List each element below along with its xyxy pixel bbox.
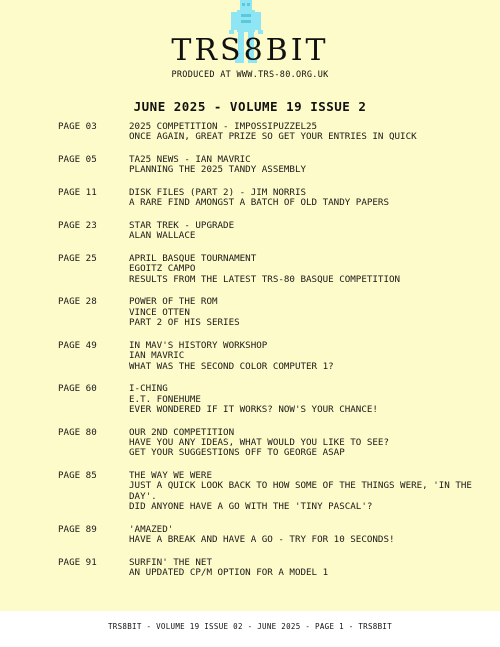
toc-page-number: PAGE 60 — [58, 383, 97, 395]
toc-entry — [58, 525, 488, 546]
toc-article-title: SURFIN' THE NET — [129, 556, 212, 568]
toc-article-detail: WHAT WAS THE SECOND COLOR COMPUTER 1? — [129, 360, 334, 372]
toc-description — [129, 558, 488, 579]
toc-page-number: PAGE 03 — [58, 121, 97, 132]
toc-entry — [58, 221, 488, 242]
toc-entry — [58, 341, 488, 372]
toc-article-title: OUR 2ND COMPETITION — [129, 426, 235, 438]
toc-entry — [58, 428, 488, 459]
toc-page-number: PAGE 11 — [58, 187, 97, 198]
toc-article-detail: EVER WONDERED IF IT WORKS? NOW'S YOUR CHANCE! — [129, 404, 378, 416]
toc-page-number: PAGE 49 — [58, 339, 97, 351]
toc-description — [129, 221, 488, 242]
toc-entry — [58, 384, 488, 415]
toc-article-title: TA25 NEWS - IAN MAVRIC — [129, 154, 251, 165]
toc-page-number: PAGE 80 — [58, 426, 97, 438]
toc-page-number: PAGE 25 — [58, 253, 97, 264]
toc-article-detail: ALAN WALLACE — [129, 230, 196, 242]
toc-page-number: PAGE 89 — [58, 523, 97, 535]
toc-article-detail: DID ANYONE HAVE A GO WITH THE 'TINY PASCAL'? — [129, 501, 373, 513]
toc-article-detail: IAN MAVRIC — [129, 350, 185, 362]
toc-article-detail: EGOITZ CAMPO — [129, 263, 196, 275]
toc-article-detail: RESULTS FROM THE LATEST TRS-80 BASQUE COMPETITION — [129, 273, 401, 285]
toc-article-detail: GET YOUR SUGGESTIONS OFF TO GEORGE ASAP — [129, 447, 345, 459]
toc-description — [129, 471, 488, 513]
toc-article-detail: A RARE FIND AMONGST A BATCH OF OLD TANDY PAPERS — [129, 197, 389, 209]
toc-entry — [58, 471, 488, 513]
toc-article-title: POWER OF THE ROM — [129, 296, 218, 308]
issue-heading: JUNE 2025 - VOLUME 19 ISSUE 2 — [133, 99, 367, 114]
toc-description — [129, 122, 488, 143]
toc-description — [129, 341, 488, 372]
toc-description — [129, 384, 488, 415]
toc-article-detail: AN UPDATED CP/M OPTION FOR A MODEL 1 — [129, 567, 329, 579]
toc-description — [129, 254, 488, 285]
toc-description — [129, 297, 488, 328]
toc-entry — [58, 122, 488, 143]
toc-article-detail: HAVE A BREAK AND HAVE A GO - TRY FOR 10 SECONDS! — [129, 534, 395, 546]
toc-description — [129, 155, 488, 176]
toc-description — [129, 525, 488, 546]
toc-page-number: PAGE 85 — [58, 470, 97, 482]
masthead — [0, 34, 500, 80]
toc-entry — [58, 558, 488, 579]
toc-article-title: 'AMAZED' — [129, 523, 174, 535]
toc-article-detail: JUST A QUICK LOOK BACK TO HOW SOME OF THE THINGS WERE, 'IN THE DAY'. — [129, 480, 478, 502]
toc-article-title: 2025 COMPETITION - IMPOSSIPUZZEL25 — [129, 121, 318, 132]
toc-article-detail: PART 2 OF HIS SERIES — [129, 317, 240, 329]
toc-article-detail: VINCE OTTEN — [129, 306, 190, 318]
toc-article-detail: E.T. FONEHUME — [129, 393, 201, 405]
toc-article-detail: PLANNING THE 2025 TANDY ASSEMBLY — [129, 164, 307, 176]
toc-page-number: PAGE 91 — [58, 556, 97, 568]
toc-entry — [58, 297, 488, 328]
toc-article-detail: ONCE AGAIN, GREAT PRIZE SO GET YOUR ENTRIES IN QUICK — [129, 131, 417, 143]
toc-entry — [58, 188, 488, 209]
toc-description — [129, 428, 488, 459]
toc-page-number: PAGE 05 — [58, 154, 97, 165]
toc-article-title: I-CHING — [129, 383, 168, 395]
toc-page-number: PAGE 23 — [58, 220, 97, 231]
toc-description — [129, 188, 488, 209]
trs8bit-logo: TRS8BIT — [171, 33, 329, 68]
toc-article-title: APRIL BASQUE TOURNAMENT — [129, 253, 257, 264]
toc-article-title: IN MAV'S HISTORY WORKSHOP — [129, 339, 268, 351]
toc-article-title: DISK FILES (PART 2) - JIM NORRIS — [129, 187, 307, 198]
toc-article-detail: HAVE YOU ANY IDEAS, WHAT WOULD YOU LIKE TO SEE? — [129, 437, 389, 449]
toc-entry — [58, 155, 488, 176]
table-of-contents — [58, 122, 488, 591]
produced-by-text: PRODUCED AT WWW.TRS-80.ORG.UK — [171, 70, 329, 80]
toc-article-title: STAR TREK - UPGRADE — [129, 220, 235, 231]
page-footer: TRS8BIT - VOLUME 19 ISSUE 02 - JUNE 2025 - PAGE 1 - TRS8BIT — [107, 622, 393, 631]
toc-page-number: PAGE 28 — [58, 296, 97, 308]
toc-article-title: THE WAY WE WERE — [129, 470, 212, 482]
toc-entry — [58, 254, 488, 285]
